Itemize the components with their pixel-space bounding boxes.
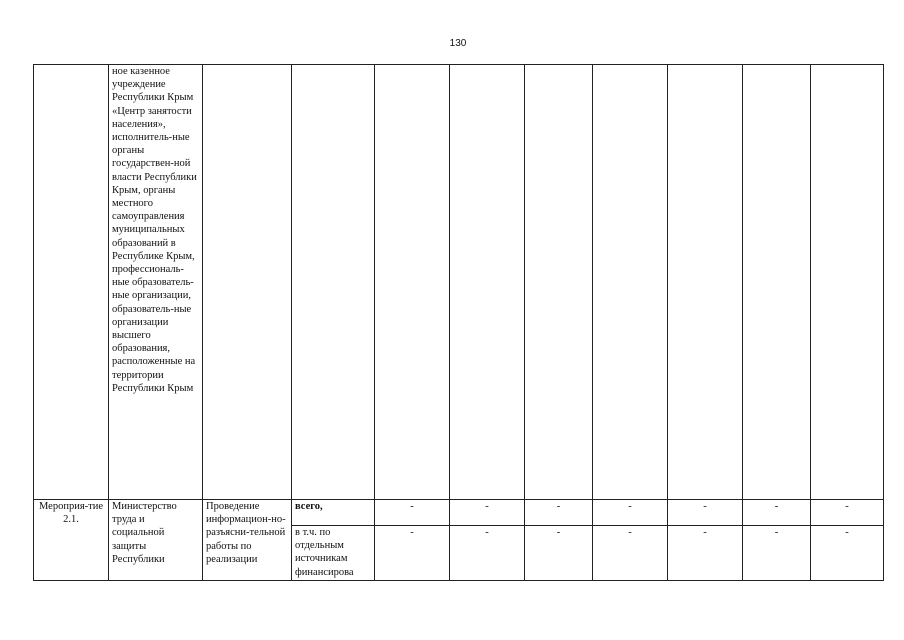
page-number: 130 (449, 38, 467, 49)
executor-cell: Министерство труда и социальной защиты Республики (109, 500, 203, 581)
value-cell: - (450, 500, 525, 526)
value-cell: - (525, 500, 593, 526)
description-cell (203, 65, 292, 500)
executor-organizations-cell: ное казенное учреждение Республики Крым «Центр занятости населения», исполнитель-ные органы государствен-ной власти Республики Крым, органы местного самоуправления муниципальных образований в Республике Крым, профессиональ-ные образователь-ные организации, образователь-ные организации высшего образования, расположенные на территории Республики Крым (109, 65, 203, 500)
funding-source-total-cell: всего, (292, 500, 375, 526)
value-cell: - (525, 526, 593, 581)
value-cell: - (743, 500, 811, 526)
table-row-activity-total (34, 500, 884, 526)
program-activities-table (33, 64, 884, 581)
value-cell (525, 65, 593, 500)
table-row-continuation (34, 65, 884, 500)
value-cell: - (668, 526, 743, 581)
value-cell (450, 65, 525, 500)
description-cell: Проведение информацион-но-разъясни-тельной работы по реализации (203, 500, 292, 581)
activity-label-cell (34, 65, 109, 500)
value-cell: - (593, 500, 668, 526)
value-cell: - (743, 526, 811, 581)
funding-source-detail-cell: в т.ч. по отдельным источникам финансирова (292, 526, 375, 581)
activity-label-cell: Мероприя-тие 2.1. (34, 500, 109, 581)
value-cell: - (668, 500, 743, 526)
value-cell (375, 65, 450, 500)
value-cell: - (375, 526, 450, 581)
value-cell (743, 65, 811, 500)
funding-source-cell (292, 65, 375, 500)
value-cell: - (450, 526, 525, 581)
value-cell: - (375, 500, 450, 526)
value-cell: - (811, 500, 884, 526)
value-cell: - (811, 526, 884, 581)
value-cell (811, 65, 884, 500)
value-cell: - (593, 526, 668, 581)
value-cell (668, 65, 743, 500)
value-cell (593, 65, 668, 500)
